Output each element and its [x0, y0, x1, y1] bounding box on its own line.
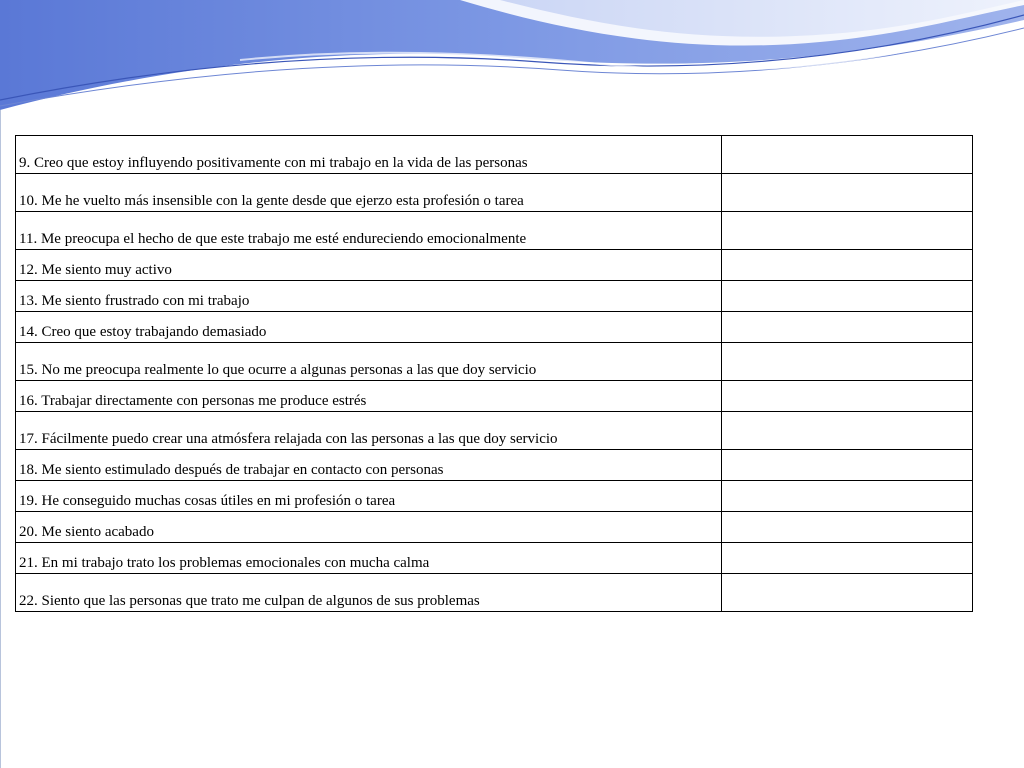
- answer-cell[interactable]: [722, 381, 973, 412]
- table-row: [16, 343, 973, 381]
- answer-cell[interactable]: [722, 450, 973, 481]
- survey-table: [15, 135, 973, 612]
- answer-cell[interactable]: [722, 174, 973, 212]
- table-row: [16, 312, 973, 343]
- answer-cell[interactable]: [722, 412, 973, 450]
- table-row: [16, 174, 973, 212]
- table-row: [16, 412, 973, 450]
- item-text: 19. He conseguido muchas cosas útiles en mi profesión o tarea: [16, 481, 722, 512]
- table-row: [16, 136, 973, 174]
- answer-cell[interactable]: [722, 250, 973, 281]
- item-text: 11. Me preocupa el hecho de que este trabajo me esté endureciendo emocionalmente: [16, 212, 722, 250]
- item-text: 13. Me siento frustrado con mi trabajo: [16, 281, 722, 312]
- table-row: [16, 281, 973, 312]
- item-text: 18. Me siento estimulado después de trabajar en contacto con personas: [16, 450, 722, 481]
- answer-cell[interactable]: [722, 343, 973, 381]
- item-text: 17. Fácilmente puedo crear una atmósfera relajada con las personas a las que doy servicio: [16, 412, 722, 450]
- wave-banner-decoration: [0, 0, 1024, 120]
- item-text: 20. Me siento acabado: [16, 512, 722, 543]
- item-text: 15. No me preocupa realmente lo que ocurre a algunas personas a las que doy servicio: [16, 343, 722, 381]
- answer-cell[interactable]: [722, 481, 973, 512]
- item-text: 14. Creo que estoy trabajando demasiado: [16, 312, 722, 343]
- table-row: [16, 250, 973, 281]
- table-row: [16, 450, 973, 481]
- item-text: 21. En mi trabajo trato los problemas emocionales con mucha calma: [16, 543, 722, 574]
- item-text: 10. Me he vuelto más insensible con la gente desde que ejerzo esta profesión o tarea: [16, 174, 722, 212]
- answer-cell[interactable]: [722, 312, 973, 343]
- answer-cell[interactable]: [722, 212, 973, 250]
- table-row: [16, 481, 973, 512]
- left-frame-line: [0, 110, 1, 768]
- table-row: [16, 574, 973, 612]
- answer-cell[interactable]: [722, 281, 973, 312]
- item-text: 16. Trabajar directamente con personas me produce estrés: [16, 381, 722, 412]
- item-text: 12. Me siento muy activo: [16, 250, 722, 281]
- table-row: [16, 381, 973, 412]
- answer-cell[interactable]: [722, 574, 973, 612]
- item-text: 9. Creo que estoy influyendo positivamente con mi trabajo en la vida de las personas: [16, 136, 722, 174]
- answer-cell[interactable]: [722, 136, 973, 174]
- answer-cell[interactable]: [722, 543, 973, 574]
- table-row: [16, 212, 973, 250]
- answer-cell[interactable]: [722, 512, 973, 543]
- item-text: 22. Siento que las personas que trato me culpan de algunos de sus problemas: [16, 574, 722, 612]
- table-row: [16, 512, 973, 543]
- table-row: [16, 543, 973, 574]
